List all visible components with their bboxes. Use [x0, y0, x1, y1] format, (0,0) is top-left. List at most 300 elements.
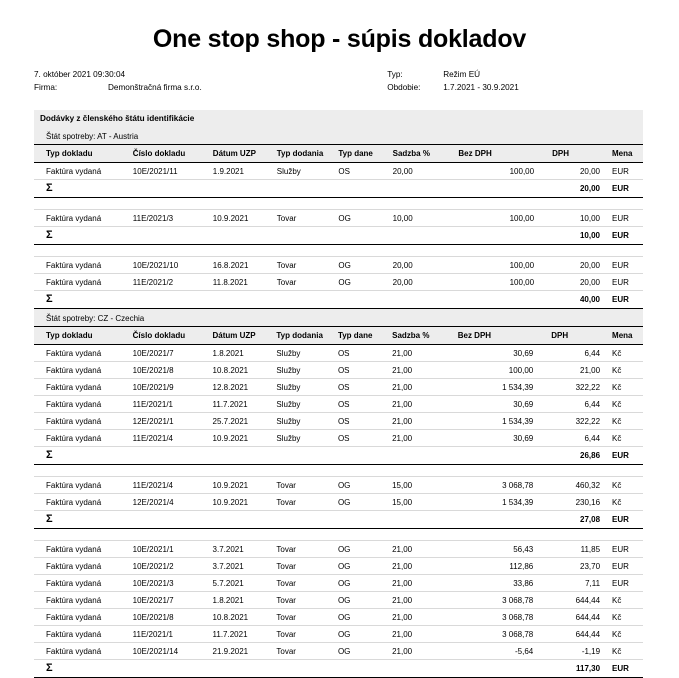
cell-doc-type: Faktúra vydaná [34, 210, 133, 227]
cell-supply-type: Tovar [276, 592, 338, 609]
cell-currency: Kč [606, 609, 643, 626]
table-row [34, 362, 643, 379]
cell-base: 1 534,39 [458, 413, 552, 430]
cell-uzp-date: 10.9.2021 [213, 494, 277, 511]
cell-vat: 21,00 [551, 362, 606, 379]
table-row [34, 274, 643, 291]
cell-supply-type: Tovar [277, 274, 339, 291]
block-spacer-cell [34, 465, 643, 477]
subtotal-blank-cell [133, 511, 213, 529]
cell-uzp-date: 1.8.2021 [213, 345, 277, 362]
subtotal-row [34, 180, 643, 198]
cell-doc-number: 11E/2021/3 [133, 210, 213, 227]
table-row [34, 575, 643, 592]
cell-vat: 644,44 [551, 609, 606, 626]
cell-doc-type: Faktúra vydaná [34, 609, 133, 626]
cell-uzp-date: 10.8.2021 [213, 609, 277, 626]
subtotal-blank-cell [392, 447, 458, 465]
column-header-vat: DPH [551, 327, 606, 345]
cell-rate: 21,00 [392, 643, 458, 660]
subtotal-blank-cell [277, 180, 339, 198]
column-header-currency: Mena [606, 145, 643, 163]
subtotal-blank-cell [277, 227, 339, 245]
block-spacer [34, 465, 643, 477]
table-row [34, 592, 643, 609]
groups-container [34, 127, 643, 678]
table-header-row [34, 327, 643, 345]
sum-symbol: Σ [34, 660, 133, 678]
cell-tax-type: OS [338, 413, 392, 430]
cell-vat: -1,19 [551, 643, 606, 660]
table-row [34, 379, 643, 396]
column-header-base: Bez DPH [458, 145, 552, 163]
subtotal-blank-cell [338, 660, 392, 678]
documents-table [34, 326, 643, 678]
table-row [34, 257, 643, 274]
cell-uzp-date: 1.8.2021 [213, 592, 277, 609]
cell-doc-number: 10E/2021/11 [133, 163, 213, 180]
cell-base: 33,86 [458, 575, 552, 592]
subtotal-blank-cell [213, 227, 277, 245]
cell-vat: 11,85 [551, 541, 606, 558]
subtotal-blank-cell [133, 227, 213, 245]
cell-currency: EUR [606, 274, 643, 291]
subtotal-blank-cell [276, 447, 338, 465]
cell-doc-type: Faktúra vydaná [34, 575, 133, 592]
cell-tax-type: OS [338, 396, 392, 413]
cell-uzp-date: 10.8.2021 [213, 362, 277, 379]
cell-doc-type: Faktúra vydaná [34, 494, 133, 511]
section-title: Dodávky z členského štátu identifikácie [34, 110, 643, 127]
table-row [34, 626, 643, 643]
cell-supply-type: Tovar [276, 541, 338, 558]
subtotal-blank-cell [338, 291, 392, 309]
cell-uzp-date: 12.8.2021 [213, 379, 277, 396]
column-header-uzp-date: Dátum UZP [213, 327, 277, 345]
subtotal-currency: EUR [606, 447, 643, 465]
subtotal-vat: 40,00 [552, 291, 606, 309]
subtotal-blank-cell [393, 291, 459, 309]
subtotal-vat: 20,00 [552, 180, 606, 198]
cell-doc-type: Faktúra vydaná [34, 257, 133, 274]
cell-doc-number: 10E/2021/9 [133, 379, 213, 396]
cell-currency: EUR [606, 210, 643, 227]
table-row [34, 430, 643, 447]
cell-vat: 20,00 [552, 274, 606, 291]
meta-typ-label: Typ: [387, 70, 403, 79]
table-row [34, 609, 643, 626]
meta-firma-value: Demonštračná firma s.r.o. [108, 83, 202, 92]
column-header-doc-type: Typ dokladu [34, 327, 133, 345]
cell-rate: 21,00 [392, 541, 458, 558]
table-row [34, 396, 643, 413]
cell-rate: 15,00 [392, 477, 458, 494]
column-header-supply-type: Typ dodania [276, 327, 338, 345]
subtotal-blank-cell [213, 291, 277, 309]
cell-rate: 15,00 [392, 494, 458, 511]
cell-rate: 21,00 [392, 362, 458, 379]
cell-currency: Kč [606, 592, 643, 609]
subtotal-blank-cell [133, 180, 213, 198]
cell-base: 1 534,39 [458, 494, 552, 511]
subtotal-row [34, 227, 643, 245]
subtotal-currency: EUR [606, 291, 643, 309]
subtotal-row [34, 447, 643, 465]
sum-symbol: Σ [34, 447, 133, 465]
cell-currency: Kč [606, 345, 643, 362]
block-spacer-cell [34, 245, 643, 257]
cell-currency: EUR [606, 558, 643, 575]
cell-base: 100,00 [458, 210, 552, 227]
cell-doc-number: 12E/2021/1 [133, 413, 213, 430]
cell-rate: 21,00 [392, 396, 458, 413]
cell-doc-number: 11E/2021/1 [133, 396, 213, 413]
cell-doc-number: 11E/2021/4 [133, 430, 213, 447]
column-header-tax-type: Typ dane [338, 327, 392, 345]
cell-doc-type: Faktúra vydaná [34, 558, 133, 575]
subtotal-blank-cell [393, 227, 459, 245]
cell-supply-type: Služby [276, 413, 338, 430]
cell-rate: 21,00 [392, 379, 458, 396]
subtotal-blank-cell [458, 291, 552, 309]
cell-currency: Kč [606, 430, 643, 447]
report-body [34, 110, 643, 678]
subtotal-blank-cell [458, 180, 552, 198]
cell-base: 100,00 [458, 362, 552, 379]
subtotal-blank-cell [276, 660, 338, 678]
meta-obdobie-value: 1.7.2021 - 30.9.2021 [443, 83, 519, 92]
cell-vat: 20,00 [552, 257, 606, 274]
table-row [34, 413, 643, 430]
subtotal-row [34, 291, 643, 309]
cell-base: 3 068,78 [458, 477, 552, 494]
cell-doc-type: Faktúra vydaná [34, 413, 133, 430]
table-row [34, 163, 643, 180]
sum-symbol: Σ [34, 180, 133, 198]
cell-doc-type: Faktúra vydaná [34, 362, 133, 379]
cell-supply-type: Tovar [276, 643, 338, 660]
cell-uzp-date: 3.7.2021 [213, 541, 277, 558]
cell-uzp-date: 10.9.2021 [213, 210, 277, 227]
subtotal-row [34, 660, 643, 678]
cell-currency: Kč [606, 362, 643, 379]
block-spacer [34, 245, 643, 257]
cell-doc-type: Faktúra vydaná [34, 396, 133, 413]
cell-rate: 21,00 [392, 430, 458, 447]
cell-vat: 10,00 [552, 210, 606, 227]
subtotal-blank-cell [392, 511, 458, 529]
cell-supply-type: Tovar [276, 575, 338, 592]
meta-row-typ [387, 68, 643, 81]
cell-supply-type: Služby [276, 362, 338, 379]
subtotal-blank-cell [213, 660, 277, 678]
subtotal-currency: EUR [606, 180, 643, 198]
cell-doc-number: 11E/2021/2 [133, 274, 213, 291]
column-header-tax-type: Typ dane [338, 145, 392, 163]
block-spacer [34, 198, 643, 210]
cell-rate: 21,00 [392, 345, 458, 362]
cell-uzp-date: 10.9.2021 [213, 430, 277, 447]
subtotal-blank-cell [458, 660, 552, 678]
block-spacer-cell [34, 198, 643, 210]
column-header-uzp-date: Dátum UZP [213, 145, 277, 163]
cell-supply-type: Služby [277, 163, 339, 180]
cell-doc-type: Faktúra vydaná [34, 643, 133, 660]
cell-doc-number: 11E/2021/1 [133, 626, 213, 643]
block-spacer-cell [34, 529, 643, 541]
cell-currency: Kč [606, 494, 643, 511]
report-page [0, 25, 679, 674]
subtotal-blank-cell [338, 227, 392, 245]
cell-rate: 20,00 [393, 163, 459, 180]
cell-doc-type: Faktúra vydaná [34, 592, 133, 609]
table-row [34, 643, 643, 660]
cell-doc-type: Faktúra vydaná [34, 541, 133, 558]
cell-vat: 322,22 [551, 413, 606, 430]
cell-uzp-date: 10.9.2021 [213, 477, 277, 494]
cell-tax-type: OS [338, 163, 392, 180]
cell-doc-number: 10E/2021/7 [133, 592, 213, 609]
cell-supply-type: Služby [276, 345, 338, 362]
cell-rate: 21,00 [392, 558, 458, 575]
cell-vat: 644,44 [551, 592, 606, 609]
cell-uzp-date: 11.8.2021 [213, 274, 277, 291]
sum-symbol: Σ [34, 511, 133, 529]
cell-currency: Kč [606, 626, 643, 643]
cell-supply-type: Tovar [276, 558, 338, 575]
cell-tax-type: OG [338, 494, 392, 511]
subtotal-blank-cell [277, 291, 339, 309]
cell-supply-type: Tovar [276, 626, 338, 643]
cell-uzp-date: 16.8.2021 [213, 257, 277, 274]
subtotal-currency: EUR [606, 227, 643, 245]
column-header-doc-number: Číslo dokladu [133, 327, 213, 345]
cell-tax-type: OG [338, 575, 392, 592]
cell-currency: EUR [606, 257, 643, 274]
column-header-doc-type: Typ dokladu [34, 145, 133, 163]
state-label: Štát spotreby: AT - Austria [34, 127, 643, 144]
column-header-supply-type: Typ dodania [277, 145, 339, 163]
cell-tax-type: OG [338, 541, 392, 558]
cell-currency: EUR [606, 541, 643, 558]
page-title: One stop shop - súpis dokladov [152, 25, 527, 53]
table-row [34, 210, 643, 227]
cell-doc-type: Faktúra vydaná [34, 626, 133, 643]
cell-base: 3 068,78 [458, 592, 552, 609]
cell-supply-type: Tovar [277, 210, 339, 227]
cell-doc-number: 10E/2021/7 [133, 345, 213, 362]
cell-supply-type: Služby [276, 379, 338, 396]
cell-currency: EUR [606, 163, 643, 180]
cell-doc-number: 10E/2021/10 [133, 257, 213, 274]
cell-tax-type: OG [338, 210, 392, 227]
column-header-doc-number: Číslo dokladu [133, 145, 213, 163]
cell-base: 100,00 [458, 274, 552, 291]
cell-rate: 10,00 [393, 210, 459, 227]
cell-doc-number: 12E/2021/4 [133, 494, 213, 511]
table-row [34, 494, 643, 511]
subtotal-blank-cell [133, 291, 213, 309]
cell-currency: Kč [606, 477, 643, 494]
subtotal-vat: 27,08 [551, 511, 606, 529]
subtotal-currency: EUR [606, 660, 643, 678]
column-header-rate: Sadzba % [393, 145, 459, 163]
cell-base: 30,69 [458, 430, 552, 447]
subtotal-blank-cell [338, 180, 392, 198]
cell-doc-number: 10E/2021/3 [133, 575, 213, 592]
cell-supply-type: Tovar [277, 257, 339, 274]
column-header-currency: Mena [606, 327, 643, 345]
cell-supply-type: Tovar [276, 477, 338, 494]
cell-doc-number: 10E/2021/1 [133, 541, 213, 558]
cell-doc-type: Faktúra vydaná [34, 345, 133, 362]
state-group [34, 127, 643, 309]
meta-obdobie-label: Obdobie: [387, 83, 421, 92]
cell-tax-type: OG [338, 558, 392, 575]
cell-rate: 21,00 [392, 413, 458, 430]
state-group [34, 309, 643, 678]
cell-currency: EUR [606, 575, 643, 592]
cell-uzp-date: 21.9.2021 [213, 643, 277, 660]
cell-tax-type: OS [338, 345, 392, 362]
meta-left-column [34, 68, 387, 94]
cell-rate: 21,00 [392, 592, 458, 609]
subtotal-blank-cell [458, 227, 552, 245]
table-row [34, 477, 643, 494]
cell-tax-type: OG [338, 592, 392, 609]
cell-uzp-date: 11.7.2021 [213, 626, 277, 643]
cell-base: 3 068,78 [458, 609, 552, 626]
cell-vat: 6,44 [551, 430, 606, 447]
cell-rate: 20,00 [393, 274, 459, 291]
cell-tax-type: OG [338, 477, 392, 494]
cell-vat: 6,44 [551, 396, 606, 413]
subtotal-vat: 10,00 [552, 227, 606, 245]
cell-tax-type: OG [338, 626, 392, 643]
meta-right-column [387, 68, 643, 94]
subtotal-blank-cell [458, 447, 552, 465]
cell-tax-type: OG [338, 609, 392, 626]
cell-rate: 21,00 [392, 626, 458, 643]
subtotal-blank-cell [133, 660, 213, 678]
subtotal-blank-cell [458, 511, 552, 529]
cell-supply-type: Tovar [276, 609, 338, 626]
cell-supply-type: Služby [276, 396, 338, 413]
cell-base: 100,00 [458, 163, 552, 180]
meta-row-firma [34, 81, 387, 94]
cell-tax-type: OS [338, 430, 392, 447]
cell-vat: 7,11 [551, 575, 606, 592]
meta-date-value: 7. október 2021 09:30:04 [34, 70, 126, 79]
subtotal-blank-cell [133, 447, 213, 465]
cell-doc-type: Faktúra vydaná [34, 477, 133, 494]
cell-rate: 21,00 [392, 575, 458, 592]
cell-vat: 230,16 [551, 494, 606, 511]
documents-table [34, 144, 643, 309]
cell-base: 100,00 [458, 257, 552, 274]
table-row [34, 345, 643, 362]
cell-rate: 20,00 [393, 257, 459, 274]
cell-supply-type: Služby [276, 430, 338, 447]
cell-doc-type: Faktúra vydaná [34, 379, 133, 396]
cell-base: 1 534,39 [458, 379, 552, 396]
subtotal-blank-cell [213, 447, 277, 465]
cell-uzp-date: 3.7.2021 [213, 558, 277, 575]
cell-tax-type: OS [338, 379, 392, 396]
cell-base: 30,69 [458, 345, 552, 362]
block-spacer [34, 529, 643, 541]
column-header-base: Bez DPH [458, 327, 552, 345]
cell-tax-type: OG [338, 643, 392, 660]
cell-supply-type: Tovar [276, 494, 338, 511]
subtotal-blank-cell [338, 447, 392, 465]
cell-doc-type: Faktúra vydaná [34, 163, 133, 180]
cell-doc-number: 10E/2021/2 [133, 558, 213, 575]
cell-doc-type: Faktúra vydaná [34, 274, 133, 291]
cell-vat: 23,70 [551, 558, 606, 575]
cell-tax-type: OG [338, 274, 392, 291]
subtotal-vat: 26,86 [551, 447, 606, 465]
cell-vat: 322,22 [551, 379, 606, 396]
cell-vat: 6,44 [551, 345, 606, 362]
table-header-row [34, 145, 643, 163]
subtotal-blank-cell [338, 511, 392, 529]
subtotal-blank-cell [393, 180, 459, 198]
cell-doc-number: 10E/2021/14 [133, 643, 213, 660]
cell-currency: Kč [606, 413, 643, 430]
cell-vat: 460,32 [551, 477, 606, 494]
report-meta [0, 68, 679, 94]
cell-base: 3 068,78 [458, 626, 552, 643]
cell-doc-number: 10E/2021/8 [133, 609, 213, 626]
subtotal-blank-cell [392, 660, 458, 678]
cell-rate: 21,00 [392, 609, 458, 626]
table-row [34, 558, 643, 575]
meta-typ-value: Režim EÚ [443, 70, 481, 79]
column-header-vat: DPH [552, 145, 606, 163]
cell-tax-type: OS [338, 362, 392, 379]
sum-symbol: Σ [34, 227, 133, 245]
cell-uzp-date: 25.7.2021 [213, 413, 277, 430]
cell-base: -5,64 [458, 643, 552, 660]
cell-currency: Kč [606, 396, 643, 413]
cell-currency: Kč [606, 643, 643, 660]
cell-vat: 644,44 [551, 626, 606, 643]
sum-symbol: Σ [34, 291, 133, 309]
cell-currency: Kč [606, 379, 643, 396]
cell-base: 30,69 [458, 396, 552, 413]
cell-vat: 20,00 [552, 163, 606, 180]
subtotal-blank-cell [213, 511, 277, 529]
cell-doc-number: 10E/2021/8 [133, 362, 213, 379]
cell-doc-number: 11E/2021/4 [133, 477, 213, 494]
meta-row-obdobie [387, 81, 643, 94]
meta-row-date [34, 68, 387, 81]
column-header-rate: Sadzba % [392, 327, 458, 345]
table-row [34, 541, 643, 558]
cell-base: 112,86 [458, 558, 552, 575]
state-label: Štát spotreby: CZ - Czechia [34, 309, 643, 326]
cell-base: 56,43 [458, 541, 552, 558]
cell-uzp-date: 11.7.2021 [213, 396, 277, 413]
cell-tax-type: OG [338, 257, 392, 274]
subtotal-row [34, 511, 643, 529]
subtotal-blank-cell [276, 511, 338, 529]
meta-firma-label: Firma: [34, 83, 58, 92]
cell-uzp-date: 1.9.2021 [213, 163, 277, 180]
cell-doc-type: Faktúra vydaná [34, 430, 133, 447]
subtotal-blank-cell [213, 180, 277, 198]
